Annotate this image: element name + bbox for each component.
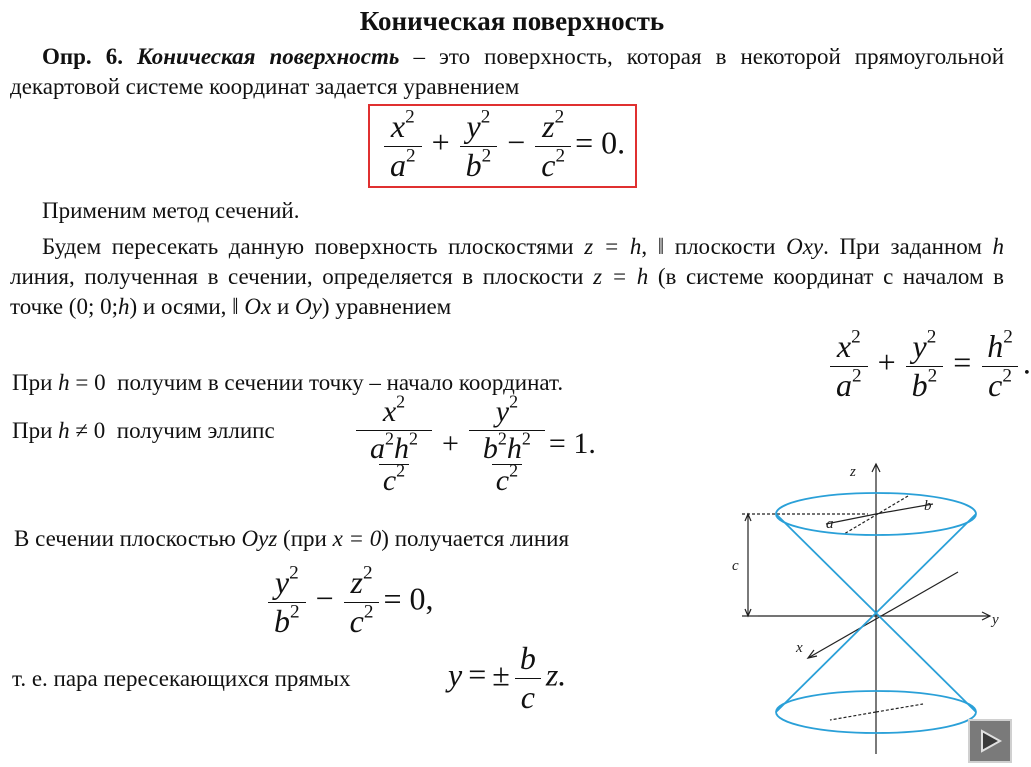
definition-text: – это поверхность, которая в некоторой прямоугольной декартовой системе координат задается уравнением bbox=[10, 44, 1005, 99]
lines-text: т. е. пара пересекающихся прямых bbox=[12, 666, 351, 691]
h-zero-line: При h = 0 получим в сечении точку – начало координат. bbox=[12, 370, 564, 395]
z-axis-label: z bbox=[850, 464, 856, 480]
double-cone-figure bbox=[718, 462, 1008, 760]
definition-term: Коническая поверхность bbox=[137, 44, 400, 69]
next-slide-button[interactable] bbox=[968, 719, 1012, 763]
oyz-line: В сечении плоскостью Oyz (при x = 0) получается линия bbox=[14, 526, 570, 551]
definition-paragraph bbox=[10, 42, 1004, 102]
a-label: a bbox=[826, 516, 834, 532]
h-nonzero-line: При h ≠ 0 получим эллипс bbox=[12, 418, 275, 443]
method-line: Применим метод сечений. bbox=[42, 198, 300, 223]
oyz-equation: $\frac{y^2}{b^2}$ − $\frac{z^2}{c^2}$ = 0, bbox=[264, 566, 433, 638]
next-slide-icon bbox=[976, 727, 1004, 755]
c-label: c bbox=[732, 558, 739, 574]
b-label: b bbox=[924, 498, 932, 514]
ellipse-equation: $\frac{x^2}{\frac{a^2h^2}{c^2}}$ + $\frac{y^2}{\frac{b^2h^2}{c^2}}$ = 1. bbox=[352, 396, 596, 497]
section-equation: $\frac{x^2}{a^2}$ + $\frac{y^2}{b^2}$ = $\frac{h^2}{c^2}$ . bbox=[826, 330, 1031, 402]
definition-label: Опр. 6. bbox=[42, 44, 123, 69]
y-axis-label: y bbox=[992, 612, 999, 628]
lines-equation: y = ± $\frac{b}{c}$ z. bbox=[448, 640, 567, 715]
x-axis-line bbox=[808, 572, 958, 658]
canonical-equation: $\frac{x^2}{a^2}$ + $\frac{y^2}{b^2}$ − $\frac{z^2}{c^2}$ = 0. bbox=[368, 104, 637, 188]
page-title: Коническая поверхность bbox=[359, 6, 665, 36]
section-paragraph: Будем пересекать данную поверхность плоскостями z = h, ‖ плоскости Oxy. При заданном h линия, полученная в сечении, определяется в плоскости z = h (в системе координат с началом в точке (0; 0;h) и осями, ‖ Ox и Oy) уравнением bbox=[10, 234, 1004, 319]
x-axis-label: x bbox=[796, 640, 803, 656]
